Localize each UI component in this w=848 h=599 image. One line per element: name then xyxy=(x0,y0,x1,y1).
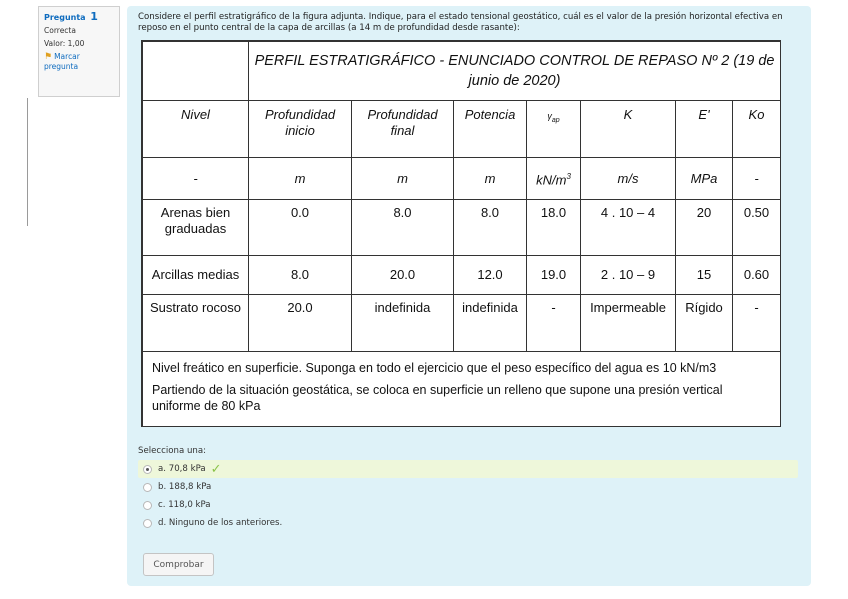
row-thickness: 8.0 xyxy=(454,200,527,256)
table-row xyxy=(143,200,781,256)
unit-gamma: $kN/m^3$ xyxy=(527,158,581,200)
answer-label[interactable]: a. 70,8 kPa xyxy=(158,464,206,474)
row-e: 15 xyxy=(676,256,733,295)
answer-options xyxy=(138,446,798,532)
question-info-box xyxy=(38,6,120,97)
unit-e: MPa xyxy=(676,158,733,200)
header-level: Nivel xyxy=(143,101,249,158)
answer-label[interactable]: c. 118,0 kPa xyxy=(158,500,211,510)
header-depth-start: Profundidad inicio xyxy=(249,101,352,158)
profile-notes xyxy=(143,352,781,427)
question-number-value: 1 xyxy=(90,10,98,23)
row-ko: 0.60 xyxy=(733,256,781,295)
table-row xyxy=(143,256,781,295)
row-e: Rígido xyxy=(676,295,733,352)
question-score: Valor: 1,00 xyxy=(44,39,85,48)
unit-thickness: m xyxy=(454,158,527,200)
row-depth-end: indefinida xyxy=(352,295,454,352)
header-ko: Ko xyxy=(733,101,781,158)
header-gamma: $\gamma_{ap}$ xyxy=(527,101,581,158)
radio-button[interactable] xyxy=(143,483,152,492)
answer-label[interactable]: b. 188,8 kPa xyxy=(158,482,212,492)
header-thickness: Potencia xyxy=(454,101,527,158)
question-panel xyxy=(127,6,811,586)
stratigraphic-profile-table xyxy=(141,40,781,427)
row-level: Sustrato rocoso xyxy=(143,295,249,352)
unit-level: - xyxy=(143,158,249,200)
profile-title: PERFIL ESTRATIGRÁFICO - ENUNCIADO CONTROL DE REPASO Nº 2 (19 de junio de 2020) xyxy=(249,42,781,101)
row-level: Arcillas medias xyxy=(143,256,249,295)
row-k: 4 . 10 – 4 xyxy=(581,200,676,256)
question-number xyxy=(44,11,114,24)
unit-depth-start: m xyxy=(249,158,352,200)
row-depth-start: 20.0 xyxy=(249,295,352,352)
profile-title-spacer xyxy=(143,42,249,101)
header-e: E' xyxy=(676,101,733,158)
note-fill-load: Partiendo de la situación geostática, se coloca en superficie un relleno que supone una presión vertical uniforme de 80 kPa xyxy=(152,383,723,413)
radio-button[interactable] xyxy=(143,501,152,510)
unit-ko: - xyxy=(733,158,781,200)
header-depth-end: Profundidad final xyxy=(352,101,454,158)
answer-label[interactable]: d. Ninguno de los anteriores. xyxy=(158,518,283,528)
answer-option-b[interactable] xyxy=(138,478,798,496)
row-level: Arenas bien graduadas xyxy=(143,200,249,256)
flag-question-label[interactable]: Marcar pregunta xyxy=(44,52,80,71)
answer-option-d[interactable] xyxy=(138,514,798,532)
row-gamma: 18.0 xyxy=(527,200,581,256)
row-thickness: 12.0 xyxy=(454,256,527,295)
row-k: Impermeable xyxy=(581,295,676,352)
answer-option-c[interactable] xyxy=(138,496,798,514)
left-divider xyxy=(27,98,28,226)
row-depth-end: 20.0 xyxy=(352,256,454,295)
unit-depth-end: m xyxy=(352,158,454,200)
table-row xyxy=(143,295,781,352)
header-k: K xyxy=(581,101,676,158)
question-label: Pregunta xyxy=(44,13,86,22)
radio-button[interactable] xyxy=(143,519,152,528)
flag-question-link[interactable] xyxy=(44,52,114,71)
row-e: 20 xyxy=(676,200,733,256)
row-k: 2 . 10 – 9 xyxy=(581,256,676,295)
flag-icon[interactable]: ⚑ xyxy=(44,52,53,62)
row-ko: 0.50 xyxy=(733,200,781,256)
check-button[interactable]: Comprobar xyxy=(143,553,214,576)
row-depth-start: 0.0 xyxy=(249,200,352,256)
question-prompt: Considere el perfil estratigráfico de la figura adjunta. Indique, para el estado tensional geostático, cuál es el valor de la presión horizontal efectiva en reposo en el punto central de la capa de arcillas (a 14 m de profundidad desde rasante): xyxy=(138,12,783,33)
row-depth-start: 8.0 xyxy=(249,256,352,295)
select-one-label: Selecciona una: xyxy=(138,446,207,456)
question-state: Correcta xyxy=(44,26,76,35)
check-icon: ✓ xyxy=(210,461,222,477)
unit-k: m/s xyxy=(581,158,676,200)
radio-button[interactable] xyxy=(143,465,152,474)
note-water-table: Nivel freático en superficie. Suponga en todo el ejercicio que el peso específico del agua es 10 kN/m3 xyxy=(152,361,717,375)
row-gamma: 19.0 xyxy=(527,256,581,295)
row-thickness: indefinida xyxy=(454,295,527,352)
row-gamma: - xyxy=(527,295,581,352)
row-depth-end: 8.0 xyxy=(352,200,454,256)
answer-option-a[interactable] xyxy=(138,460,798,478)
row-ko: - xyxy=(733,295,781,352)
